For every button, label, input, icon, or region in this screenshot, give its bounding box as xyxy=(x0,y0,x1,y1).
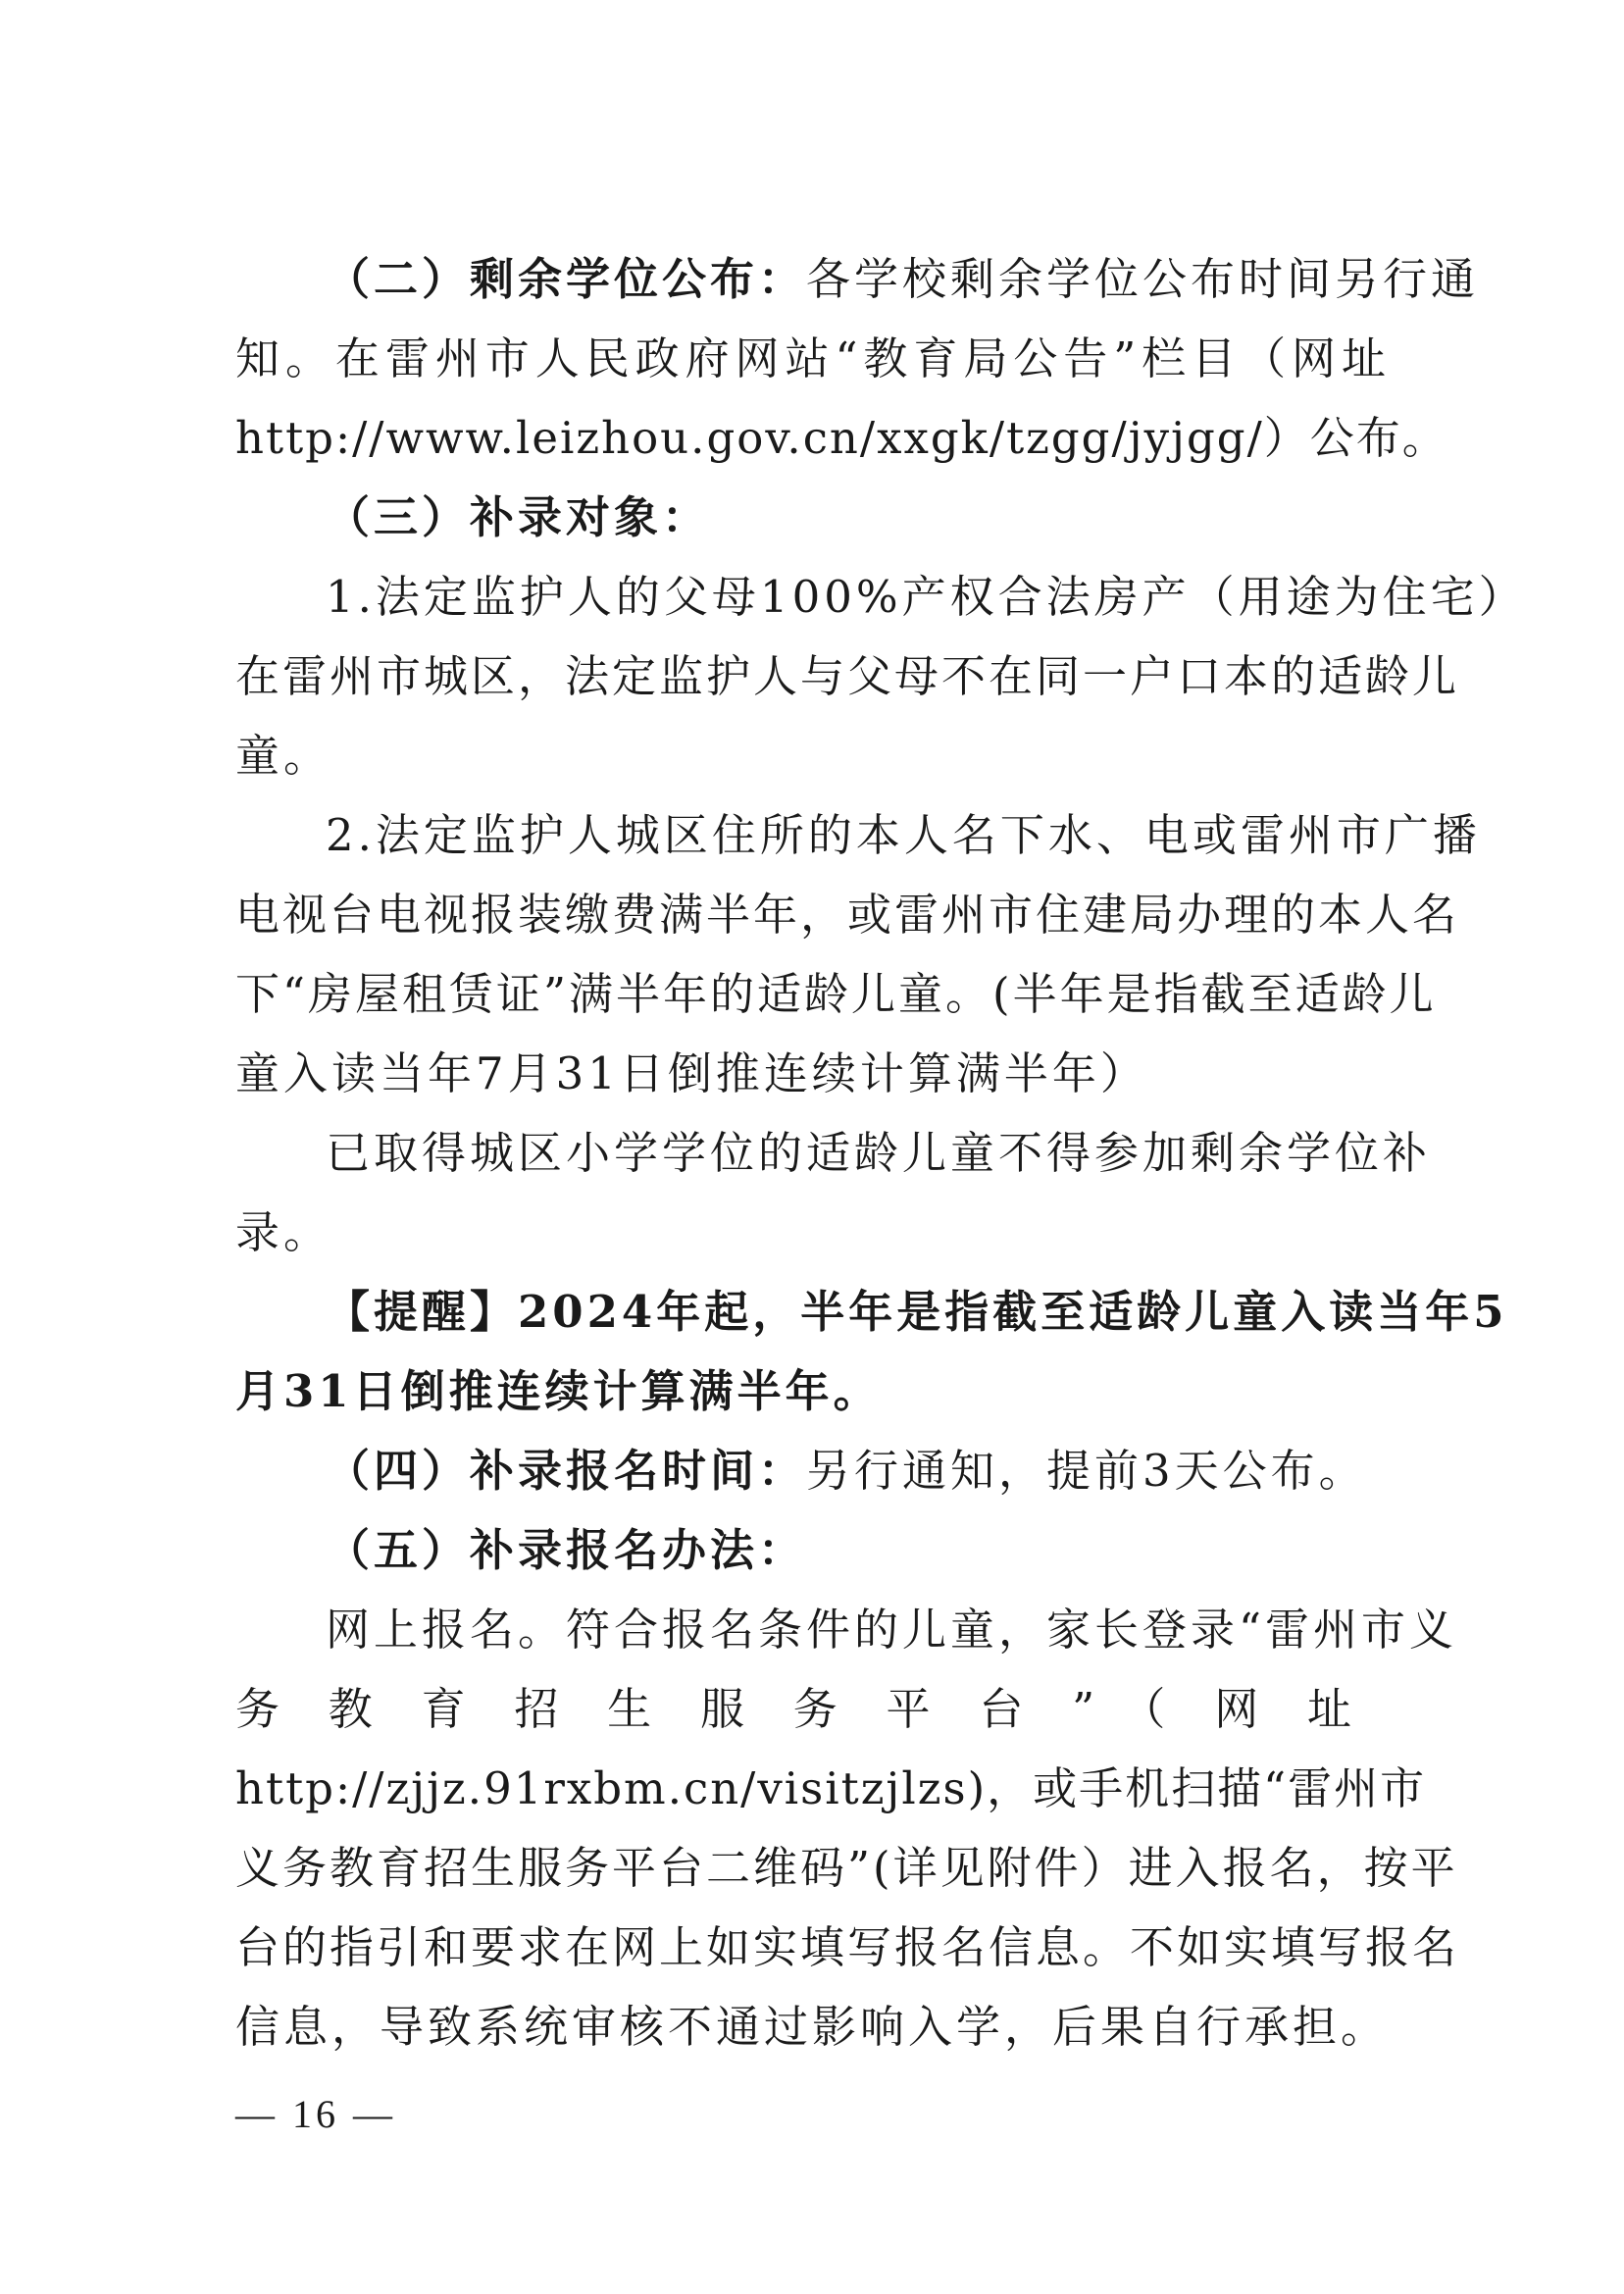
item2-line2: 电视台电视报装缴费满半年，或雷州市住建局办理的本人名 xyxy=(235,889,1460,941)
section5-line4: 义务教育招生服务平台二维码”(详见附件）进入报名，按平 xyxy=(235,1842,1458,1894)
item2-line1: 2.法定监护人城区住所的本人名下水、电或雷州市广播 xyxy=(326,809,1481,861)
item1-line3: 童。 xyxy=(235,730,332,782)
item2-line4: 童入读当年7月31日倒推连续计算满半年） xyxy=(235,1047,1148,1099)
section2-line2: 知。在雷州市人民政府网站“教育局公告”栏目（网址 xyxy=(235,332,1389,384)
page-number: — 16 — xyxy=(235,2092,396,2136)
section4-line xyxy=(235,1431,1389,1510)
section5-url-line: http://zjjz.91rxbm.cn/visitzjlzs)，或手机扫描“雷州市 xyxy=(235,1762,1427,1814)
reminder-line1: 【提醒】2024年起，半年是指截至适龄儿童入读当年5 xyxy=(326,1286,1508,1338)
section4-heading: （四）补录报名时间： xyxy=(326,1445,807,1497)
item1-line1: 1.法定监护人的父母100%产权合法房产（用途为住宅） xyxy=(326,571,1527,623)
section3-heading: （三）补录对象： xyxy=(326,491,711,543)
section2-url-line: http://www.leizhou.gov.cn/xxgk/tzgg/jyjgg/）公布。 xyxy=(235,412,1448,464)
section5-heading: （五）补录报名办法： xyxy=(326,1524,807,1576)
document-body xyxy=(235,239,1527,2066)
section2-heading: （二）剩余学位公布： xyxy=(326,253,807,305)
section2-text: 各学校剩余学位公布时间另行通 xyxy=(806,253,1480,305)
note-line2: 录。 xyxy=(235,1206,332,1258)
note-line1: 已取得城区小学学位的适龄儿童不得参加剩余学位补 xyxy=(326,1127,1432,1179)
reminder-line2: 月31日倒推连续计算满半年。 xyxy=(235,1365,882,1417)
section5-line6: 信息，导致系统审核不通过影响入学，后果自行承担。 xyxy=(235,2001,1390,2053)
section4-text: 另行通知，提前3天公布。 xyxy=(806,1445,1367,1497)
section2-line1 xyxy=(235,239,1480,319)
section5-line2: 务教育招生服务平台”（网址 xyxy=(235,1683,1389,1735)
item1-line2: 在雷州市城区，法定监护人与父母不在同一户口本的适龄儿 xyxy=(235,650,1460,702)
item2-line3: 下“房屋租赁证”满半年的适龄儿童。(半年是指截至适龄儿 xyxy=(235,968,1437,1020)
section5-line5: 台的指引和要求在网上如实填写报名信息。不如实填写报名 xyxy=(235,1921,1460,1973)
section5-line1: 网上报名。符合报名条件的儿童，家长登录“雷州市义 xyxy=(326,1604,1458,1656)
